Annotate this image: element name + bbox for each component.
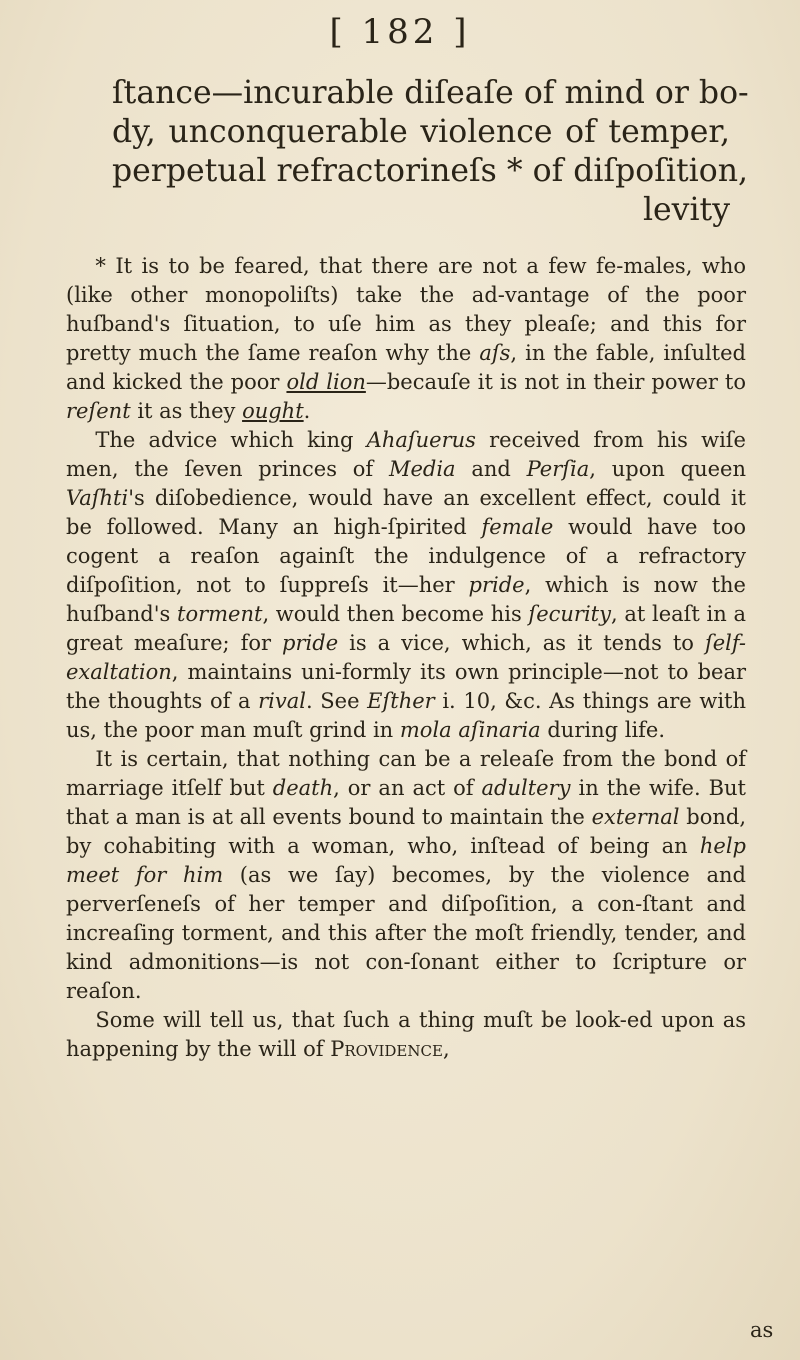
- text-run: i. 10, &c. As things are with us, the poor man muſt grind in: [66, 689, 747, 742]
- text-run: , or an act of: [333, 776, 482, 800]
- text-run: . See: [306, 689, 368, 713]
- text-run: .: [303, 399, 311, 423]
- italic-run: pride: [282, 631, 339, 655]
- text-run: is a vice, which, as it tends to: [338, 631, 705, 655]
- italic-run: Eſther: [367, 689, 435, 713]
- italic-run: Perſia: [526, 457, 590, 481]
- page-number-header: [ 182 ]: [329, 12, 471, 52]
- text-run: 's diſobedience, would have an excellent effect, could it be followed. Many an high-ſpirited: [66, 486, 746, 539]
- main-text-line: ſtance—incurable diſeaſe of mind or bo-: [112, 75, 749, 111]
- italic-run: pride: [468, 573, 525, 597]
- text-run: (as we ſay) becomes, by the violence and perverſeneſs of her temper and diſpoſition, a con-ſtant and increaſing torment, and this after the moſt friendly, tender, and kind admonitions—is not con-ſonant either to ſcripture or reaſon.: [66, 863, 746, 1003]
- text-run: in the wife. But that a man is at all events bound to maintain the: [66, 776, 746, 829]
- small-caps-run: Providence: [330, 1037, 443, 1061]
- text-run: , would then become his: [262, 602, 529, 626]
- italic-run: Media: [388, 457, 456, 481]
- text-run: Some will tell us, that ſuch a thing muſt be look-ed upon as happening by the will of: [66, 1008, 746, 1061]
- text-run: and: [455, 457, 527, 481]
- footnote-paragraph: [66, 1006, 746, 1064]
- italic-run: adultery: [481, 776, 571, 800]
- italic-run: aſs: [479, 341, 511, 365]
- text-run: * It is to be feared, that there are not a few fe-males, who (like other monopoliſts) take the ad-vantage of the poor huſband's ſituation, to uſe him as they pleaſe; and this for pretty much the ſame reaſon why the: [66, 254, 746, 365]
- text-run: , maintains uni-formly its own principle—not to bear the thoughts of a: [66, 660, 746, 713]
- italic-run: reſent: [66, 399, 131, 423]
- footnote-paragraph: [66, 426, 746, 745]
- main-text-block: [112, 74, 749, 230]
- text-run: bond, by cohabiting with a woman, who, inſtead of being an: [66, 805, 747, 858]
- text-run: , at leaſt in a great meaſure; for: [66, 602, 746, 655]
- italic-run: mola aſinaria: [399, 718, 541, 742]
- text-run: , in the fable, inſulted and kicked the poor: [66, 341, 746, 394]
- text-run: , which is now the huſband's: [66, 573, 746, 626]
- text-run: it as they: [130, 399, 243, 423]
- text-run: received from his wiſe men, the ſeven princes of: [66, 428, 746, 481]
- italic-run: torment: [177, 602, 263, 626]
- footnote-paragraph: [66, 252, 746, 426]
- text-run: , upon queen: [589, 457, 746, 481]
- italic-run: old lion: [286, 370, 366, 394]
- italic-run: help meet for him: [66, 834, 746, 887]
- text-run: ,: [442, 1037, 450, 1061]
- main-text-line: levity: [642, 192, 730, 228]
- italic-run: ſecurity: [528, 602, 611, 626]
- main-text-line: perpetual refractorineſs * of diſpoſition,: [112, 153, 748, 189]
- italic-run: ſelf-exaltation: [66, 631, 746, 684]
- main-text-line: dy, unconquerable violence of temper,: [112, 114, 730, 150]
- footnote-block: [66, 252, 746, 1064]
- italic-run: Ahaſuerus: [366, 428, 476, 452]
- text-run: during life.: [540, 718, 666, 742]
- italic-run: rival: [258, 689, 306, 713]
- italic-run: Vaſhti: [66, 486, 129, 510]
- footnote-paragraph: [66, 745, 746, 1006]
- italic-run: external: [591, 805, 680, 829]
- text-run: —becauſe it is not in their power to: [365, 370, 746, 394]
- italic-run: death: [272, 776, 334, 800]
- catchword: as: [750, 1318, 774, 1342]
- italic-run: ought: [242, 399, 304, 423]
- text-run: The advice which king: [95, 428, 367, 452]
- text-run: would have too cogent a reaſon againſt the indulgence of a refractory diſpoſition, not to ſuppreſs it—her: [66, 515, 746, 597]
- text-run: It is certain, that nothing can be a releaſe from the bond of marriage itſelf but: [66, 747, 746, 800]
- italic-run: female: [481, 515, 554, 539]
